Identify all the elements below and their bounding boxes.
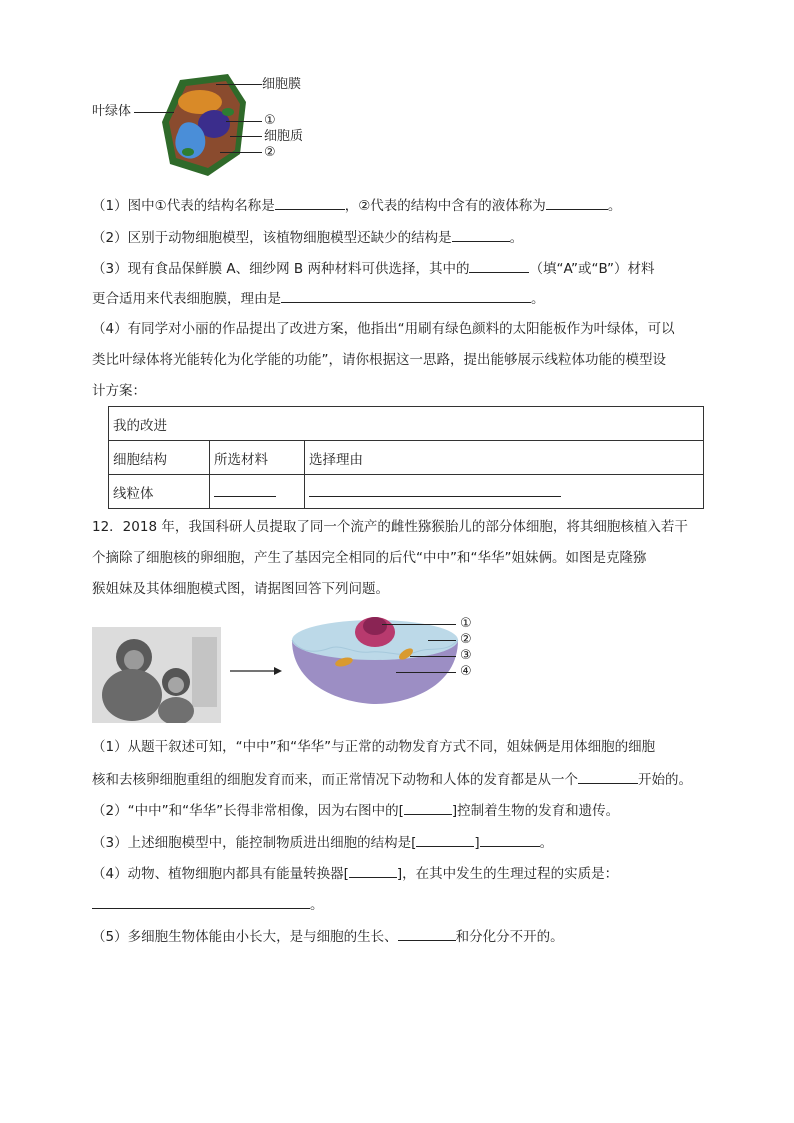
q11-part1: （1）图中①代表的结构名称是 ，②代表的结构中含有的液体称为 。: [92, 195, 621, 215]
q11-part4-line3: 计方案：: [92, 383, 146, 399]
label-1: ①: [264, 113, 276, 128]
q12-part5: （5）多细胞生物体能由小长大，是与细胞的生长、 和分化分不开的。: [92, 926, 564, 946]
q12-p2-blank[interactable]: [404, 800, 452, 815]
reason-blank[interactable]: [309, 482, 561, 497]
cloned-monkeys-photo: [92, 627, 221, 723]
leader-2: [220, 152, 262, 153]
table-header-reason: 选择理由: [305, 441, 704, 475]
cell-label-3: ③: [460, 648, 472, 663]
table-cell-material[interactable]: [210, 475, 305, 509]
q12-part4-line2: 。: [92, 894, 324, 914]
leader-chloroplast: [134, 112, 174, 113]
label-cytoplasm: 细胞质: [264, 129, 304, 144]
q11-p1-blank2[interactable]: [546, 195, 608, 210]
leader-cell-3: [410, 656, 456, 657]
q11-p1-blank1[interactable]: [275, 195, 345, 210]
q12-p5-blank[interactable]: [398, 926, 456, 941]
material-blank[interactable]: [214, 482, 276, 497]
q12-part3: （3）上述细胞模型中，能控制物质进出细胞的结构是[ ] 。: [92, 832, 553, 852]
q11-part2: （2）区别于动物细胞模型，该植物细胞模型还缺少的结构是 。: [92, 227, 523, 247]
label-membrane: 细胞膜: [262, 77, 302, 92]
table-cell-mitochondria: 线粒体: [109, 475, 210, 509]
cell-label-1: ①: [460, 616, 472, 631]
leader-cell-1: [382, 624, 456, 625]
plant-cell-model-image: [158, 72, 268, 180]
cell-label-2: ②: [460, 632, 472, 647]
improvement-table: [108, 406, 704, 509]
q12-intro-line1: 12．2018 年，我国科研人员提取了同一个流产的雌性猕猴胎儿的部分体细胞，将其细胞核植入若干: [92, 519, 688, 535]
q12-intro-line3: 猴姐妹及其体细胞模式图，请据图回答下列问题。: [92, 581, 389, 597]
q12-part2: （2）“中中”和“华华”长得非常相像，因为右图中的[ ]控制着生物的发育和遗传。: [92, 800, 619, 820]
q11-part3-line1: （3）现有食品保鲜膜 A、细纱网 B 两种材料可供选择，其中的 （填“A”或“B”）材料: [92, 258, 655, 278]
q11-p3-blank1[interactable]: [469, 258, 529, 273]
cell-label-4: ④: [460, 664, 472, 679]
q11-p2-blank[interactable]: [452, 227, 510, 242]
table-header-structure: 细胞结构: [109, 441, 210, 475]
table-title: 我的改进: [109, 407, 704, 441]
q12-part1-line1: （1）从题干叙述可知，“中中”和“华华”与正常的动物发育方式不同，姐妹俩是用体细胞的细胞: [92, 739, 656, 755]
table-cell-reason[interactable]: [305, 475, 704, 509]
q12-p3-blank1[interactable]: [416, 832, 474, 847]
q11-part4-line2: 类比叶绿体将光能转化为化学能的功能”，请你根据这一思路，提出能够展示线粒体功能的模型设: [92, 352, 666, 368]
leader-cell-4: [396, 672, 456, 673]
q12-part1-line2: 核和去核卵细胞重组的细胞发育而来，而正常情况下动物和人体的发育都是从一个 开始的。: [92, 769, 692, 789]
leader-membrane: [216, 84, 262, 85]
label-2: ②: [264, 145, 276, 160]
q11-p3-blank2[interactable]: [281, 288, 531, 303]
q11-part4-line1: （4）有同学对小丽的作品提出了改进方案，他指出“用刷有绿色颜料的太阳能板作为叶绿体，可以: [92, 321, 675, 337]
q12-p3-blank2[interactable]: [480, 832, 540, 847]
label-chloroplast: 叶绿体: [92, 104, 132, 119]
arrow-icon: [230, 661, 282, 671]
leader-cytoplasm: [230, 136, 262, 137]
q11-part3-line2: 更合适用来代表细胞膜，理由是 。: [92, 288, 545, 308]
q12-p4-blank2[interactable]: [92, 894, 310, 909]
plant-cell-figure: [158, 72, 268, 180]
q12-p1-blank[interactable]: [578, 769, 638, 784]
q12-part4: （4）动物、植物细胞内都具有能量转换器[ ]，在其中发生的生理过程的实质是：: [92, 863, 618, 883]
leader-1: [226, 121, 262, 122]
leader-cell-2: [428, 640, 456, 641]
q12-p4-blank1[interactable]: [349, 863, 397, 878]
q12-intro-line2: 个摘除了细胞核的卵细胞，产生了基因完全相同的后代“中中”和“华华”姐妹俩。如图是克隆猕: [92, 550, 647, 566]
table-header-material: 所选材料: [210, 441, 305, 475]
